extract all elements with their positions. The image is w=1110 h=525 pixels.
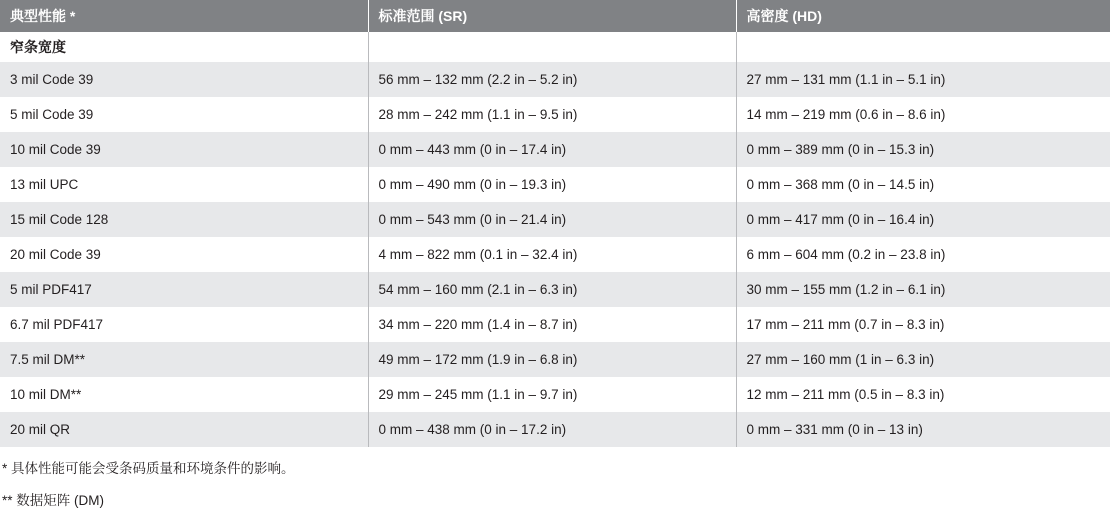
- row-standard-range: 4 mm – 822 mm (0.1 in – 32.4 in): [368, 237, 736, 272]
- column-header-high-density: 高密度 (HD): [736, 0, 1110, 32]
- table-header-row: [0, 0, 1110, 32]
- row-label: 7.5 mil DM**: [0, 342, 368, 377]
- row-high-density: 12 mm – 211 mm (0.5 in – 8.3 in): [736, 377, 1110, 412]
- table-row: [0, 202, 1110, 237]
- row-label: 6.7 mil PDF417: [0, 307, 368, 342]
- row-label: 15 mil Code 128: [0, 202, 368, 237]
- row-high-density: 14 mm – 219 mm (0.6 in – 8.6 in): [736, 97, 1110, 132]
- table-row: [0, 237, 1110, 272]
- table-row: [0, 412, 1110, 447]
- table-row: [0, 97, 1110, 132]
- footnotes: [0, 447, 1110, 509]
- table-row: [0, 272, 1110, 307]
- row-label: 5 mil Code 39: [0, 97, 368, 132]
- row-label: 5 mil PDF417: [0, 272, 368, 307]
- row-standard-range: 0 mm – 438 mm (0 in – 17.2 in): [368, 412, 736, 447]
- subheader-narrow-bar-width: 窄条宽度: [0, 32, 368, 62]
- table-row: [0, 62, 1110, 97]
- row-high-density: 0 mm – 331 mm (0 in – 13 in): [736, 412, 1110, 447]
- row-standard-range: 54 mm – 160 mm (2.1 in – 6.3 in): [368, 272, 736, 307]
- row-label: 10 mil DM**: [0, 377, 368, 412]
- row-label: 3 mil Code 39: [0, 62, 368, 97]
- table-body: [0, 32, 1110, 447]
- row-label: 20 mil QR: [0, 412, 368, 447]
- row-high-density: 27 mm – 131 mm (1.1 in – 5.1 in): [736, 62, 1110, 97]
- row-standard-range: 56 mm – 132 mm (2.2 in – 5.2 in): [368, 62, 736, 97]
- subheader-spacer-sr: [368, 32, 736, 62]
- table-row: [0, 132, 1110, 167]
- column-header-typical-performance: 典型性能 *: [0, 0, 368, 32]
- row-standard-range: 0 mm – 490 mm (0 in – 19.3 in): [368, 167, 736, 202]
- table-row: [0, 307, 1110, 342]
- row-high-density: 0 mm – 417 mm (0 in – 16.4 in): [736, 202, 1110, 237]
- table-row: [0, 377, 1110, 412]
- footnote-data-matrix: ** 数据矩阵 (DM): [2, 493, 104, 509]
- row-high-density: 0 mm – 389 mm (0 in – 15.3 in): [736, 132, 1110, 167]
- row-standard-range: 28 mm – 242 mm (1.1 in – 9.5 in): [368, 97, 736, 132]
- row-high-density: 27 mm – 160 mm (1 in – 6.3 in): [736, 342, 1110, 377]
- row-high-density: 6 mm – 604 mm (0.2 in – 23.8 in): [736, 237, 1110, 272]
- table-subheader-row: [0, 32, 1110, 62]
- row-standard-range: 34 mm – 220 mm (1.4 in – 8.7 in): [368, 307, 736, 342]
- column-header-standard-range: 标准范围 (SR): [368, 0, 736, 32]
- table-row: [0, 167, 1110, 202]
- row-standard-range: 0 mm – 543 mm (0 in – 21.4 in): [368, 202, 736, 237]
- row-standard-range: 0 mm – 443 mm (0 in – 17.4 in): [368, 132, 736, 167]
- row-standard-range: 29 mm – 245 mm (1.1 in – 9.7 in): [368, 377, 736, 412]
- row-label: 13 mil UPC: [0, 167, 368, 202]
- subheader-spacer-hd: [736, 32, 1110, 62]
- row-high-density: 0 mm – 368 mm (0 in – 14.5 in): [736, 167, 1110, 202]
- table-row: [0, 342, 1110, 377]
- row-label: 20 mil Code 39: [0, 237, 368, 272]
- row-label: 10 mil Code 39: [0, 132, 368, 167]
- row-high-density: 30 mm – 155 mm (1.2 in – 6.1 in): [736, 272, 1110, 307]
- row-standard-range: 49 mm – 172 mm (1.9 in – 6.8 in): [368, 342, 736, 377]
- table-header: [0, 0, 1110, 32]
- row-high-density: 17 mm – 211 mm (0.7 in – 8.3 in): [736, 307, 1110, 342]
- footnote-performance: * 具体性能可能会受条码质量和环境条件的影响。: [2, 461, 295, 476]
